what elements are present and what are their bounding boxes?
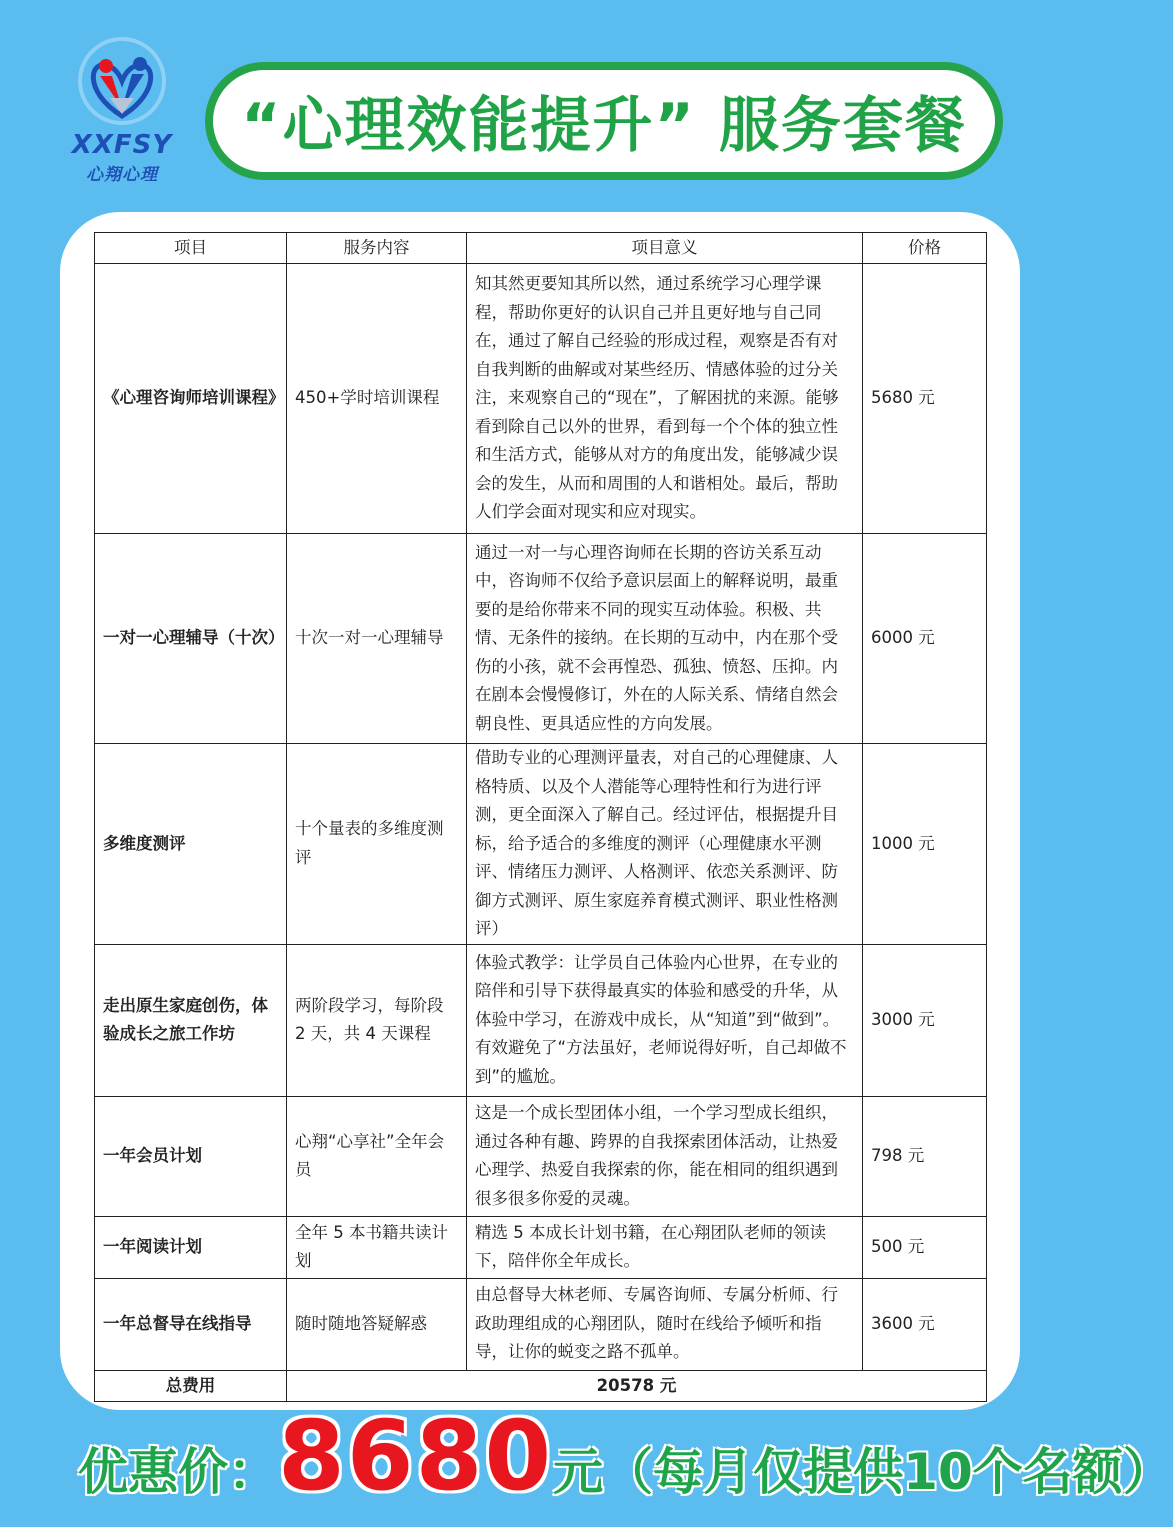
row-item-price: 3600 元	[863, 1278, 987, 1370]
logo-cn-text: 心翔心理	[86, 165, 158, 185]
row-item-name: 一年总督导在线指导	[95, 1278, 287, 1370]
row-item-price: 6000 元	[863, 534, 987, 744]
row-item-name: 一年会员计划	[95, 1096, 287, 1216]
table-row	[95, 264, 987, 534]
row-item-content: 十个量表的多维度测评	[287, 744, 467, 945]
row-item-name: 多维度测评	[95, 744, 287, 945]
row-item-name: 《心理咨询师培训课程》	[95, 264, 287, 534]
row-item-meaning: 体验式教学：让学员自己体验内心世界，在专业的陪伴和引导下获得最真实的体验和感受的升华，从体验中学习，在游戏中成长，从“知道”到“做到”。有效避免了“方法虽好，老师说得好听，自己却做不到”的尴尬。	[467, 944, 863, 1096]
table-row	[95, 534, 987, 744]
row-item-price: 798 元	[863, 1096, 987, 1216]
row-item-price: 5680 元	[863, 264, 987, 534]
heart-people-icon	[62, 36, 182, 131]
promo-label: 优惠价：	[78, 1443, 278, 1501]
promo-tail: 元（每月仅提供10个名额）	[553, 1443, 1173, 1501]
row-item-content: 450+学时培训课程	[287, 264, 467, 534]
row-item-meaning: 借助专业的心理测评量表，对自己的心理健康、人格特质、以及个人潜能等心理特性和行为进行评测，更全面深入了解自己。经过评估，根据提升目标，给予适合的多维度的测评（心理健康水平测评、情绪压力测评、人格测评、依恋关系测评、防御方式测评、原生家庭养育模式测评、职业性格测评）	[467, 744, 863, 945]
row-item-content: 两阶段学习，每阶段 2 天，共 4 天课程	[287, 944, 467, 1096]
row-item-content: 心翔“心享社”全年会员	[287, 1096, 467, 1216]
table-header-row	[95, 233, 987, 264]
table-row	[95, 944, 987, 1096]
promo-price: 8680	[278, 1400, 554, 1512]
row-item-content: 随时随地答疑解惑	[287, 1278, 467, 1370]
row-item-price: 500 元	[863, 1216, 987, 1278]
table-row	[95, 1278, 987, 1370]
header-price: 价格	[863, 233, 987, 264]
table-row	[95, 744, 987, 945]
row-item-meaning: 由总督导大林老师、专属咨询师、专属分析师、行政助理组成的心翔团队，随时在线给予倾听和指导，让你的蜕变之路不孤单。	[467, 1278, 863, 1370]
row-item-price: 1000 元	[863, 744, 987, 945]
logo-latin-text: XXFSY	[71, 130, 173, 160]
row-item-meaning: 这是一个成长型团体小组，一个学习型成长组织，通过各种有趣、跨界的自我探索团体活动，让热爱心理学、热爱自我探索的你，能在相同的组织遇到很多很多你爱的灵魂。	[467, 1096, 863, 1216]
total-label: 总费用	[95, 1370, 287, 1401]
row-item-name: 走出原生家庭创伤，体验成长之旅工作坊	[95, 944, 287, 1096]
header-content: 服务内容	[287, 233, 467, 264]
header-item: 项目	[95, 233, 287, 264]
table-row	[95, 1216, 987, 1278]
row-item-name: 一对一心理辅导（十次）	[95, 534, 287, 744]
total-value: 20578 元	[287, 1370, 987, 1401]
page-title: “心理效能提升” 服务套餐	[241, 91, 967, 161]
row-item-meaning: 精选 5 本成长计划书籍，在心翔团队老师的领读下，陪伴你全年成长。	[467, 1216, 863, 1278]
title-banner	[205, 62, 1003, 180]
row-item-meaning: 知其然更要知其所以然，通过系统学习心理学课程，帮助你更好的认识自己并且更好地与自己同在，通过了解自己经验的形成过程，观察是否有对自我判断的曲解或对某些经历、情感体验的过分关注，来观察自己的“现在”，了解困扰的来源。能够看到除自己以外的世界，看到每一个个体的独立性和生活方式，能够从对方的角度出发，能够减少误会的发生，从而和周围的人和谐相处。最后，帮助人们学会面对现实和应对现实。	[467, 264, 863, 534]
row-item-price: 3000 元	[863, 944, 987, 1096]
brand-logo	[62, 36, 182, 186]
service-table	[94, 232, 987, 1402]
row-item-name: 一年阅读计划	[95, 1216, 287, 1278]
table-row	[95, 1096, 987, 1216]
total-row	[95, 1370, 987, 1401]
row-item-content: 十次一对一心理辅导	[287, 534, 467, 744]
row-item-meaning: 通过一对一与心理咨询师在长期的咨访关系互动中，咨询师不仅给予意识层面上的解释说明，最重要的是给你带来不同的现实互动体验。积极、共情、无条件的接纳。在长期的互动中，内在那个受伤的小孩，就不会再惶恐、孤独、愤怒、压抑。内在剧本会慢慢修订，外在的人际关系、情绪自然会朝良性、更具适应性的方向发展。	[467, 534, 863, 744]
header-meaning: 项目意义	[467, 233, 863, 264]
row-item-content: 全年 5 本书籍共读计划	[287, 1216, 467, 1278]
promo-banner	[78, 1400, 1173, 1512]
